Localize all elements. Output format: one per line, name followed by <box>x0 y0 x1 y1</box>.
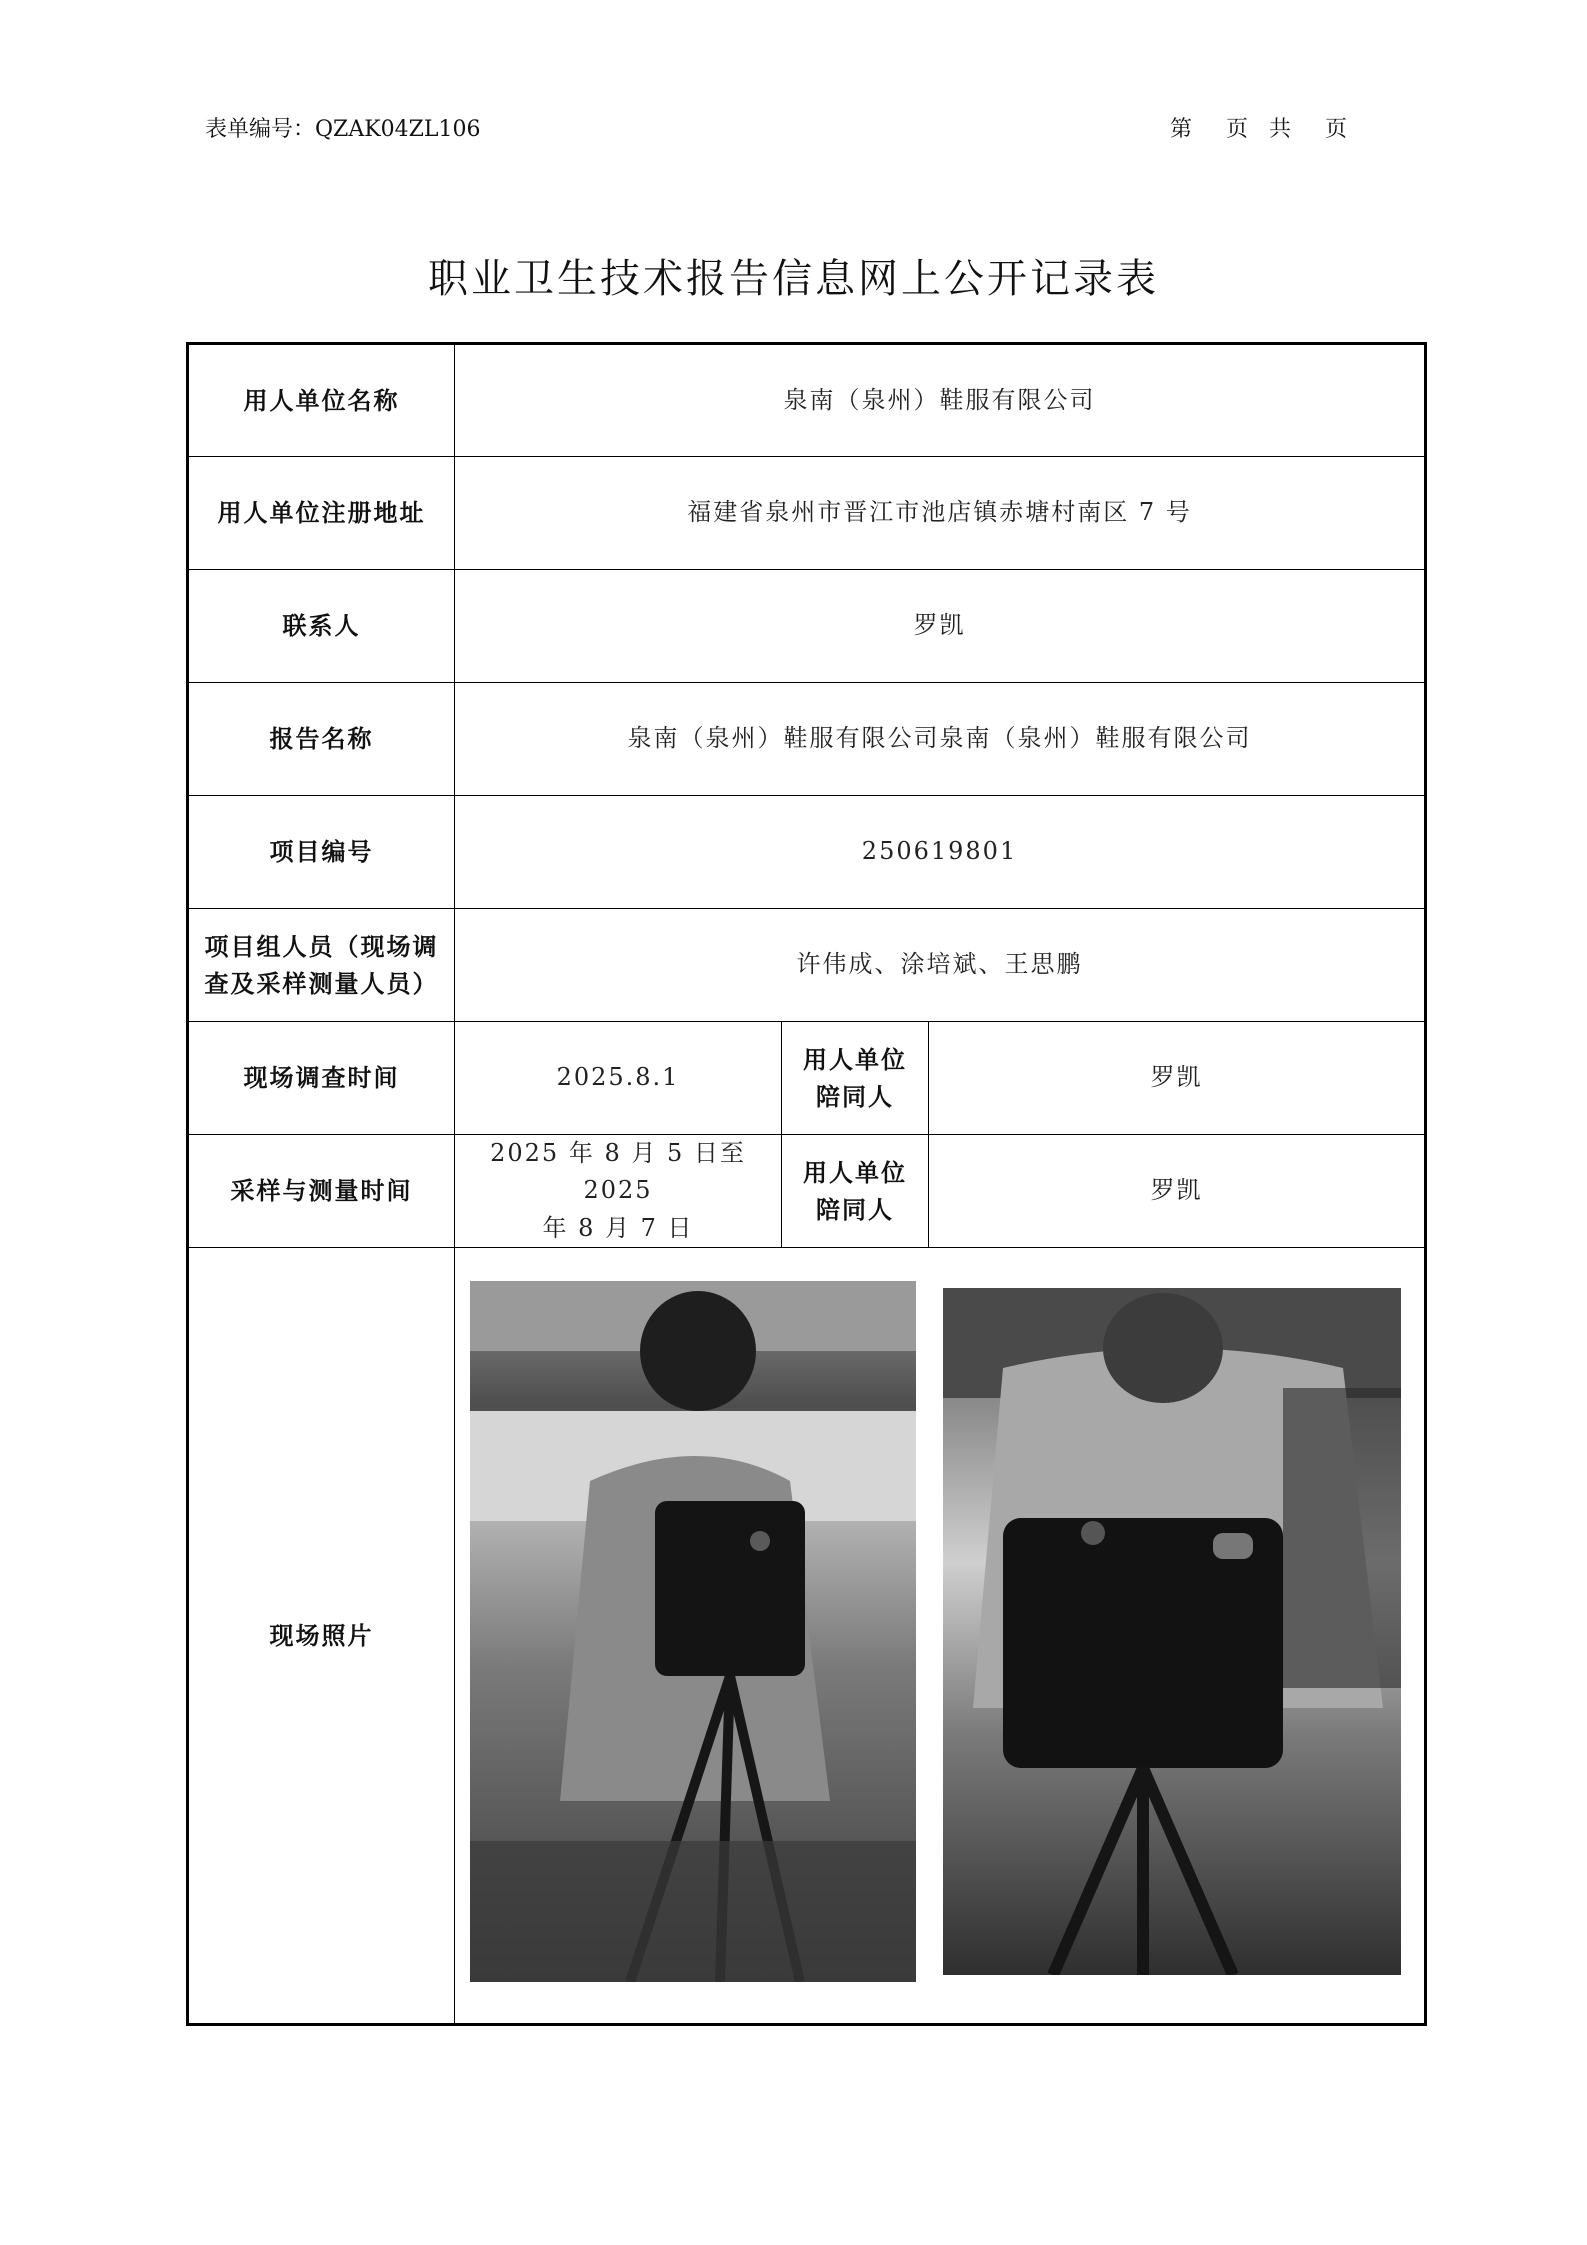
photos-container <box>455 1248 1424 2023</box>
contact-label: 联系人 <box>188 570 455 683</box>
survey-companion-label-line1: 用人单位 <box>803 1044 907 1074</box>
team-value: 许伟成、涂培斌、王思鹏 <box>455 909 1426 1022</box>
sampling-companion-label-line2: 陪同人 <box>816 1195 894 1224</box>
sampling-value <box>455 1135 782 1248</box>
sampling-value-line1: 2025 年 8 月 5 日至 2025 <box>490 1139 746 1205</box>
form-number: 表单编号：QZAK04ZL106 <box>205 117 481 142</box>
sampling-companion-label <box>782 1135 929 1248</box>
employer-name-label: 用人单位名称 <box>188 344 455 457</box>
sampling-value-line2: 年 8 月 7 日 <box>542 1213 694 1242</box>
report-name-value: 泉南（泉州）鞋服有限公司泉南（泉州）鞋服有限公司 <box>455 683 1426 796</box>
survey-companion-label <box>782 1022 929 1135</box>
page-ye2: 页 <box>1325 117 1348 142</box>
photos-label: 现场照片 <box>188 1248 455 2025</box>
sampling-companion-value: 罗凯 <box>929 1135 1426 1248</box>
row-sampling <box>188 1135 1426 1248</box>
site-photo-2 <box>943 1288 1401 1975</box>
row-contact <box>188 570 1426 683</box>
survey-companion-value: 罗凯 <box>929 1022 1426 1135</box>
page-gong: 共 <box>1269 117 1292 142</box>
contact-value: 罗凯 <box>455 570 1426 683</box>
survey-label: 现场调查时间 <box>188 1022 455 1135</box>
team-label <box>188 909 455 1022</box>
sampling-companion-label-line1: 用人单位 <box>803 1157 907 1187</box>
team-label-line2: 查及采样测量人员） <box>204 969 439 998</box>
report-name-label: 报告名称 <box>188 683 455 796</box>
page-ye: 页 <box>1226 117 1249 142</box>
team-label-line1: 项目组人员（现场调 <box>204 931 439 961</box>
row-project-no <box>188 796 1426 909</box>
row-survey <box>188 1022 1426 1135</box>
project-no-value: 250619801 <box>455 796 1426 909</box>
employer-address-value: 福建省泉州市晋江市池店镇赤塘村南区 7 号 <box>455 457 1426 570</box>
row-team <box>188 909 1426 1022</box>
sampling-label: 采样与测量时间 <box>188 1135 455 1248</box>
page-di: 第 <box>1170 117 1193 142</box>
row-photos <box>188 1248 1426 2025</box>
row-employer-address <box>188 457 1426 570</box>
employer-address-label: 用人单位注册地址 <box>188 457 455 570</box>
employer-name-value: 泉南（泉州）鞋服有限公司 <box>455 344 1426 457</box>
survey-companion-label-line2: 陪同人 <box>816 1082 894 1111</box>
survey-value: 2025.8.1 <box>455 1022 782 1135</box>
row-report-name <box>188 683 1426 796</box>
photos-cell <box>455 1248 1426 2025</box>
project-no-label: 项目编号 <box>188 796 455 909</box>
page-indicator <box>1170 112 1347 143</box>
page-title: 职业卫生技术报告信息网上公开记录表 <box>428 256 1159 302</box>
site-photo-1 <box>470 1281 916 1982</box>
record-table <box>186 342 1427 2026</box>
row-employer-name <box>188 344 1426 457</box>
